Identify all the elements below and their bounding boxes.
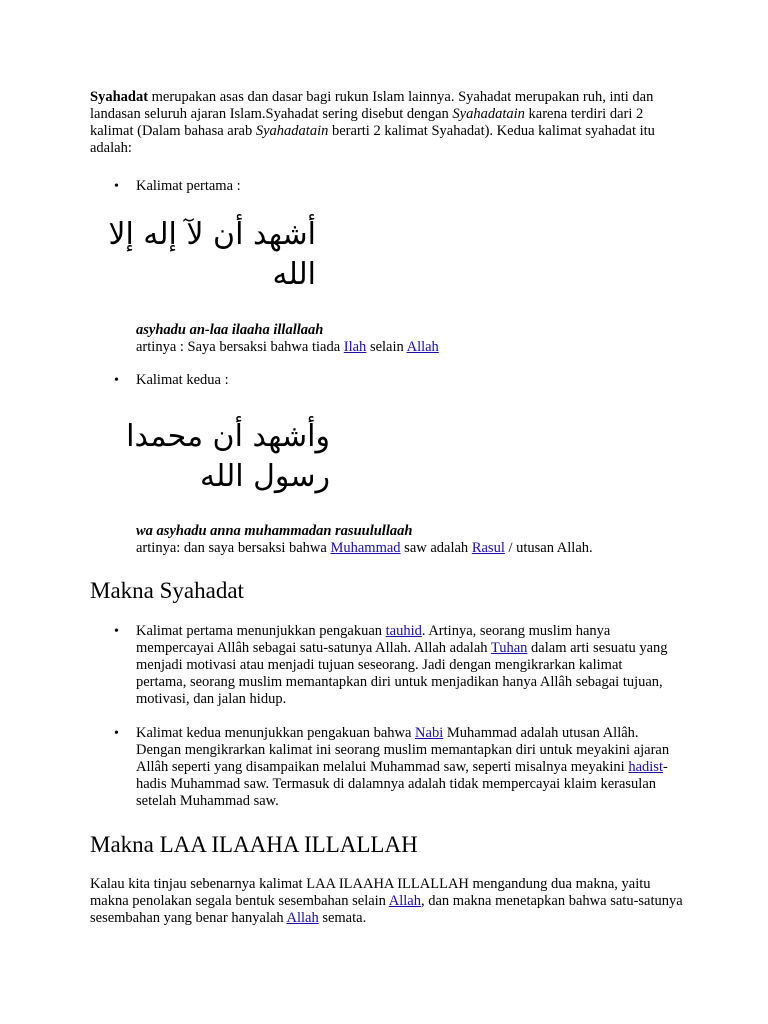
syahadatain-term-2: Syahadatain xyxy=(255,123,329,139)
tauhid-link[interactable]: tauhid xyxy=(385,623,422,639)
kalimat2-bullet xyxy=(90,372,690,389)
kalimat1-meaning-text-1: artinya : Saya bersaksi bahwa tiada xyxy=(136,339,344,355)
muhammad-link[interactable]: Muhammad xyxy=(330,540,401,556)
kalimat2-label: Kalimat kedua : xyxy=(136,372,229,388)
kalimat1-label: Kalimat pertama : xyxy=(136,178,241,194)
laa-text-2: , dan makna menetapkan bahwa satu-satunya sesembahan yang benar hanyalah xyxy=(90,893,683,926)
kalimat2-arabic-text: وأشهد أن محمدا رسول الله xyxy=(126,419,330,494)
intro-text-3: berarti 2 kalimat Syahadat). Kedua kalimat syahadat itu adalah: xyxy=(90,123,655,156)
kalimat1-meaning-text-2: selain xyxy=(366,339,407,355)
kalimat1-arabic xyxy=(90,215,316,295)
kalimat2-meaning xyxy=(136,540,690,557)
allah-link-2[interactable]: Allah xyxy=(388,893,421,909)
kalimat2-arabic xyxy=(90,417,330,497)
kalimat1-arabic-text: أشهد أن لآ إله إلا الله xyxy=(108,217,316,292)
kalimat2-meaning-text-3: / utusan Allah. xyxy=(504,540,593,556)
kalimat2-transliteration: wa asyhadu anna muhammadan rasuulullaah xyxy=(136,523,413,539)
makna2-text-3: -hadis Muhammad saw. Termasuk di dalamnya adalah tidak mempercayai klaim kerasulan setelah Muhammad saw. xyxy=(136,759,668,809)
syahadatain-term-1: Syahadatain xyxy=(452,106,525,122)
ilah-link[interactable]: Ilah xyxy=(343,339,367,355)
makna-syahadat-heading: Makna Syahadat xyxy=(90,578,244,603)
nabi-link[interactable]: Nabi xyxy=(415,725,444,741)
intro-text-1: merupakan asas dan dasar bagi rukun Islam lainnya. Syahadat merupakan ruh, inti dan landasan seluruh ajaran Islam.Syahadat sering disebut dengan xyxy=(90,89,654,122)
makna2-text-2: Muhammad adalah utusan Allâh. Dengan mengikrarkan kalimat ini seorang muslim memantapkan diri untuk meyakini ajaran Allâh seperti yang disampaikan melalui Muhammad saw, seperti misalnya meyakini xyxy=(136,725,670,775)
bullet-dot: • xyxy=(114,179,119,194)
makna2-text-1: Kalimat kedua menunjukkan pengakuan bahwa xyxy=(136,725,416,741)
laa-text-1: Kalau kita tinjau sebenarnya kalimat LAA ILAAHA ILLALLAH mengandung dua makna, yaitu makna penolakan segala bentuk sesembahan selain xyxy=(90,876,651,909)
makna1-text-1: Kalimat pertama menunjukkan pengakuan xyxy=(136,623,386,639)
kalimat1-bullet xyxy=(90,178,690,195)
makna-bullet-2 xyxy=(90,725,676,810)
bullet-dot: • xyxy=(114,726,119,741)
laa-text-3: semata. xyxy=(318,910,367,926)
intro-text-2: karena terdiri dari 2 kalimat (Dalam bahasa arab xyxy=(90,106,644,139)
makna1-text-3: dalam arti sesuatu yang menjadi motivasi atau menjadi tujuan seseorang. Jadi dengan mengikrarkan kalimat pertama, seorang muslim memantapkan diri untuk menjadikan hanya Allâh sebagai tujuan, motivasi, dan jalan hidup. xyxy=(136,640,668,707)
document-page xyxy=(90,89,690,927)
laa-ilaaha-paragraph xyxy=(90,876,690,927)
kalimat1-transliteration: asyhadu an-laa ilaaha illallaah xyxy=(136,322,324,338)
syahadat-term: Syahadat xyxy=(90,89,149,105)
kalimat1-translation xyxy=(90,322,690,356)
kalimat1-meaning xyxy=(136,339,690,356)
tuhan-link[interactable]: Tuhan xyxy=(490,640,528,656)
rasul-link[interactable]: Rasul xyxy=(471,540,505,556)
bullet-dot: • xyxy=(114,373,119,388)
hadist-link[interactable]: hadist xyxy=(628,759,663,775)
makna1-text-2: . Artinya, seorang muslim hanya mempercayai Allâh sebagai satu-satunya Allah. Allah adalah xyxy=(136,623,611,656)
makna-laa-ilaaha-heading: Makna LAA ILAAHA ILLALLAH xyxy=(90,832,418,857)
kalimat2-meaning-text-2: saw adalah xyxy=(400,540,472,556)
allah-link-3[interactable]: Allah xyxy=(286,910,319,926)
kalimat2-translation xyxy=(90,523,690,557)
makna-bullet-1 xyxy=(90,623,676,708)
allah-link-1[interactable]: Allah xyxy=(406,339,439,355)
bullet-dot: • xyxy=(114,624,119,639)
intro-paragraph xyxy=(90,89,686,157)
kalimat2-meaning-text-1: artinya: dan saya bersaksi bahwa xyxy=(136,540,331,556)
